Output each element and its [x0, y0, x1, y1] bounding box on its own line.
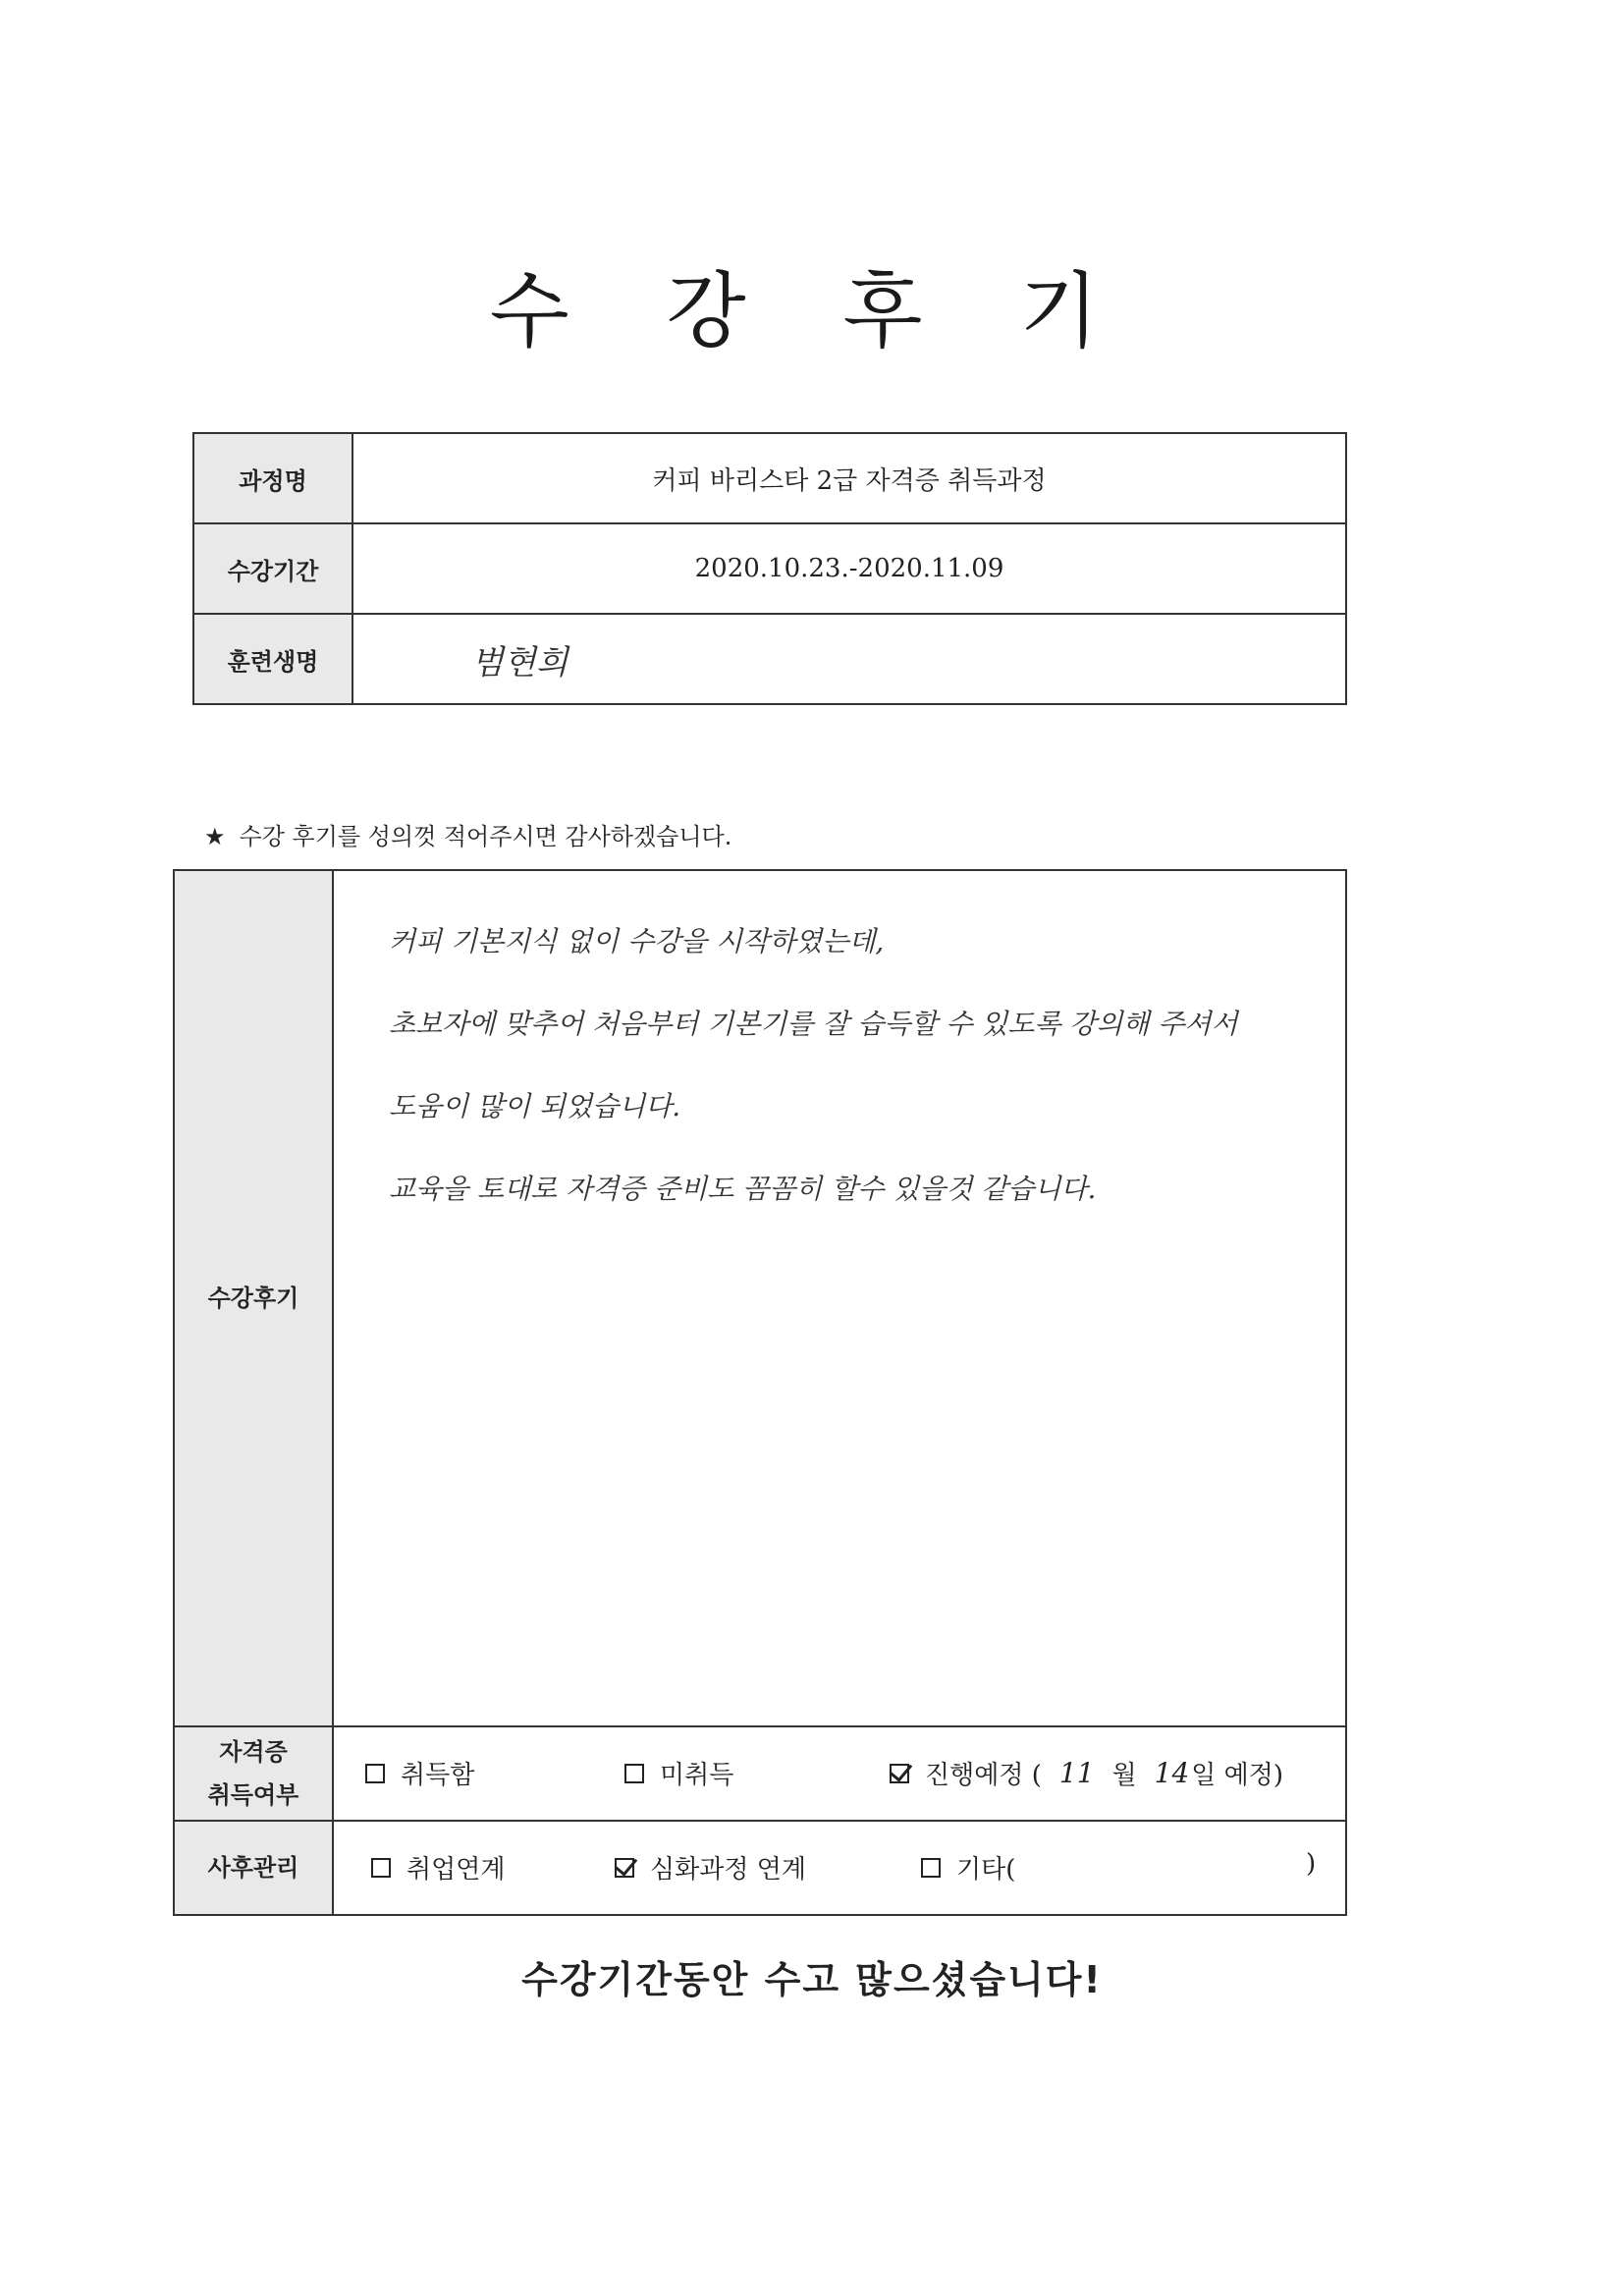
option-in-progress[interactable] [890, 1755, 1283, 1791]
course-value: 커피 바리스타 2급 자격증 취득과정 [352, 433, 1346, 523]
period-row [193, 523, 1346, 614]
post-management-label: 사후관리 [174, 1821, 333, 1915]
month-value-handwritten: 11 [1058, 1757, 1095, 1789]
day-suffix: 일 예정) [1191, 1761, 1284, 1790]
review-line-4: 교육을 토대로 자격증 준비도 꼼꼼히 할수 있을것 같습니다. [389, 1173, 1097, 1205]
post-management-options [333, 1821, 1346, 1915]
option-in-progress-label: 진행예정 ( [925, 1761, 1042, 1790]
period-value: 2020.10.23.-2020.11.09 [352, 523, 1346, 614]
option-other[interactable] [921, 1849, 1015, 1886]
checkbox-employment[interactable] [371, 1858, 391, 1878]
course-row [193, 433, 1346, 523]
option-advanced-course[interactable] [615, 1849, 806, 1886]
notice-message: 수강 후기를 성의껏 적어주시면 감사하겠습니다. [239, 823, 732, 850]
checkbox-not-acquired[interactable] [624, 1764, 644, 1783]
certificate-row [174, 1726, 1346, 1821]
option-other-close [1306, 1849, 1316, 1879]
closing-message: 수강기간동안 수고 많으셨습니다! [521, 1958, 1103, 2001]
option-not-acquired[interactable] [624, 1755, 733, 1791]
course-info-table [192, 432, 1347, 705]
checkbox-in-progress-checked[interactable] [890, 1764, 909, 1783]
month-label: 월 [1111, 1761, 1137, 1790]
certificate-label [174, 1726, 333, 1821]
option-other-label: 기타( [956, 1855, 1016, 1885]
checkbox-acquired[interactable] [365, 1764, 385, 1783]
certificate-options [333, 1726, 1346, 1821]
trainee-value-cell [352, 614, 1346, 704]
trainee-name-handwritten: 범현희 [471, 642, 568, 683]
review-label: 수강후기 [174, 870, 333, 1726]
option-acquired[interactable] [365, 1755, 474, 1791]
certificate-label-line2: 취득여부 [207, 1781, 299, 1809]
review-table [173, 869, 1347, 1916]
option-other-close-paren: ) [1306, 1849, 1317, 1879]
review-line-2: 초보자에 맞추어 처음부터 기본기를 잘 습득할 수 있도록 강의해 주셔서 [389, 1008, 1238, 1040]
trainee-row [193, 614, 1346, 704]
post-management-row [174, 1821, 1346, 1915]
review-row [174, 870, 1346, 1726]
star-icon: ★ [204, 823, 226, 850]
course-label: 과정명 [193, 433, 352, 523]
review-line-3: 도움이 많이 되었습니다. [389, 1090, 681, 1122]
trainee-label: 훈련생명 [193, 614, 352, 704]
day-value-handwritten: 14 [1154, 1757, 1190, 1789]
option-advanced-course-label: 심화과정 연계 [650, 1855, 806, 1885]
option-not-acquired-label: 미취득 [660, 1761, 734, 1790]
option-acquired-label: 취득함 [401, 1761, 475, 1790]
review-line-1: 커피 기본지식 없이 수강을 시작하였는데, [389, 925, 885, 957]
notice-text [204, 817, 731, 851]
period-label: 수강기간 [193, 523, 352, 614]
review-handwritten-text [389, 925, 1326, 1258]
option-employment[interactable] [371, 1849, 505, 1886]
review-body [333, 870, 1346, 1726]
checkbox-advanced-course-checked[interactable] [615, 1858, 634, 1878]
checkbox-other[interactable] [921, 1858, 941, 1878]
certificate-label-line1: 자격증 [219, 1738, 288, 1766]
form-title: 수 강 후 기 [489, 263, 1135, 359]
option-employment-label: 취업연계 [406, 1855, 506, 1885]
